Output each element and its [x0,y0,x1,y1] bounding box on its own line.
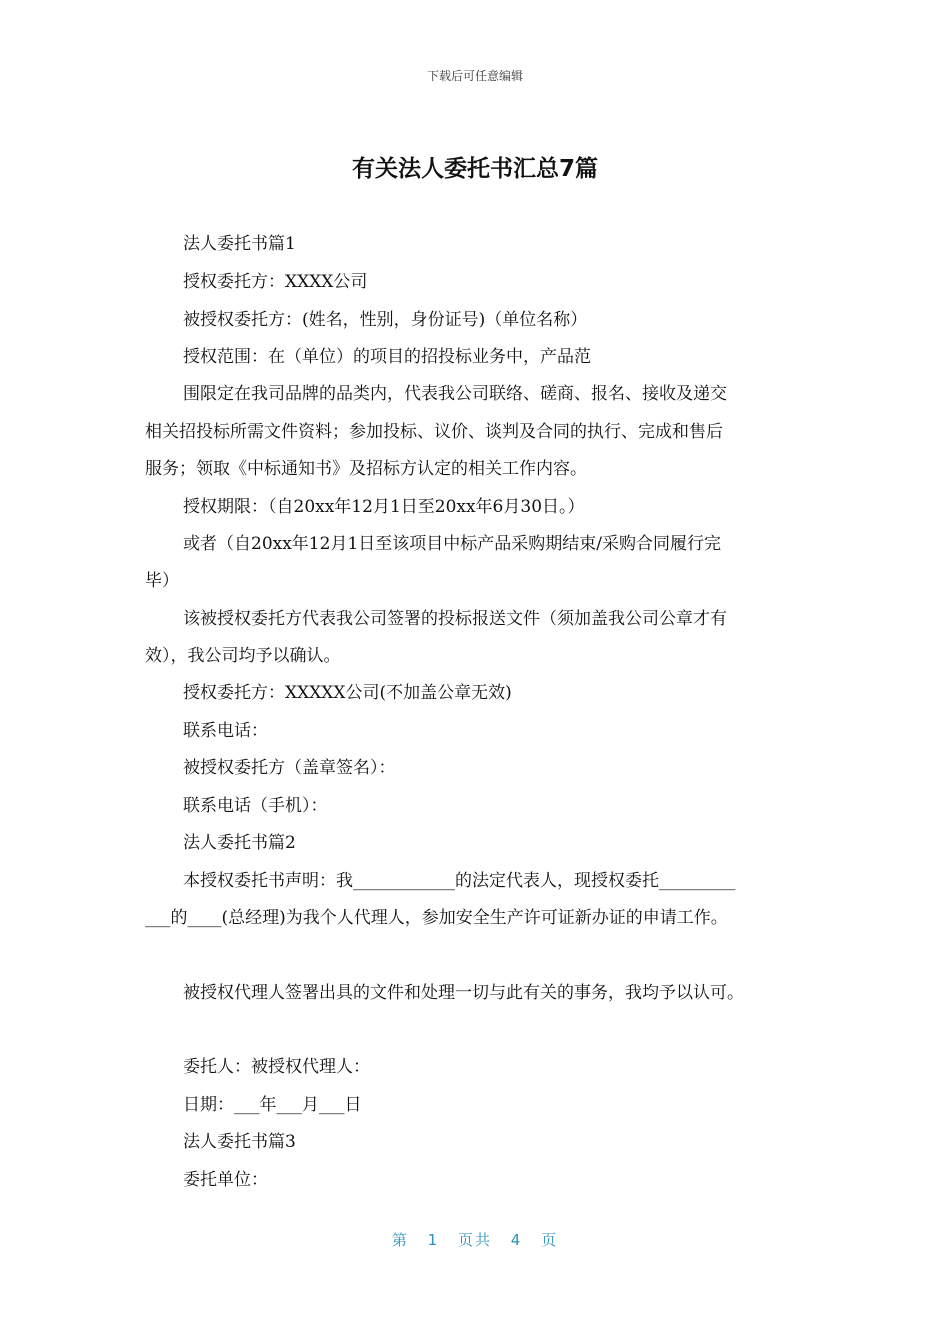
paragraph-line: 委托单位： [183,1170,268,1190]
paragraph-line: 相关招投标所需文件资料；参加投标、议价、谈判及合同的执行、完成和售后 [145,422,723,442]
page-suffix: 页 [541,1231,559,1249]
page-label: 第 [391,1231,409,1249]
document-title: 有关法人委托书汇总7篇 [351,156,598,182]
paragraph-line: 效），我公司均予以确认。 [145,646,341,666]
page-footer [0,1229,950,1250]
paragraph-line: 该被授权委托方代表我公司签署的投标报送文件（须加盖我公司公章才有 [183,609,727,629]
paragraph-line: 授权委托方：XXXX公司 [183,272,368,292]
paragraph-line: ___的____(总经理)为我个人代理人，参加安全生产许可证新办证的申请工作。 [145,908,728,928]
page-number: 1 [427,1231,440,1249]
paragraph-line: 授权委托方：XXXXX公司(不加盖公章无效) [183,683,512,703]
paragraph-line: 或者（自20xx年12月1日至该项目中标产品采购期结束/采购合同履行完 [183,534,721,554]
paragraph-line: 授权范围：在（单位）的项目的招投标业务中，产品范 [183,347,591,367]
section-heading-3: 法人委托书篇3 [183,1132,296,1152]
paragraph-line: 授权期限：（自20xx年12月1日至20xx年6月30日。） [183,497,585,517]
paragraph-line: 委托人：被授权代理人： [183,1057,370,1077]
paragraph-line: 联系电话（手机）： [183,796,328,816]
paragraph-line: 本授权委托书声明：我____________的法定代表人，现授权委托_________ [183,871,736,891]
paragraph-line: 被授权代理人签署出具的文件和处理一切与此有关的事务，我均予以认可。 [183,983,744,1003]
paragraph-line: 联系电话： [183,721,268,741]
paragraph-line: 被授权委托方（盖章签名）： [183,758,396,778]
section-heading-1: 法人委托书篇1 [183,234,296,254]
paragraph-line: 服务；领取《中标通知书》及招标方认定的相关工作内容。 [145,459,587,479]
section-heading-2: 法人委托书篇2 [183,833,296,853]
paragraph-line: 毕） [145,571,179,591]
of-label: 页共 [457,1231,492,1249]
header-note: 下载后可任意编辑 [426,69,523,83]
paragraph-line: 被授权委托方：(姓名，性别，身份证号)（单位名称） [183,310,588,330]
total-pages: 4 [510,1231,523,1249]
paragraph-line: 日期：___年___月___日 [183,1095,362,1115]
paragraph-line: 围限定在我司品牌的品类内，代表我公司联络、磋商、报名、接收及递交 [183,384,727,404]
